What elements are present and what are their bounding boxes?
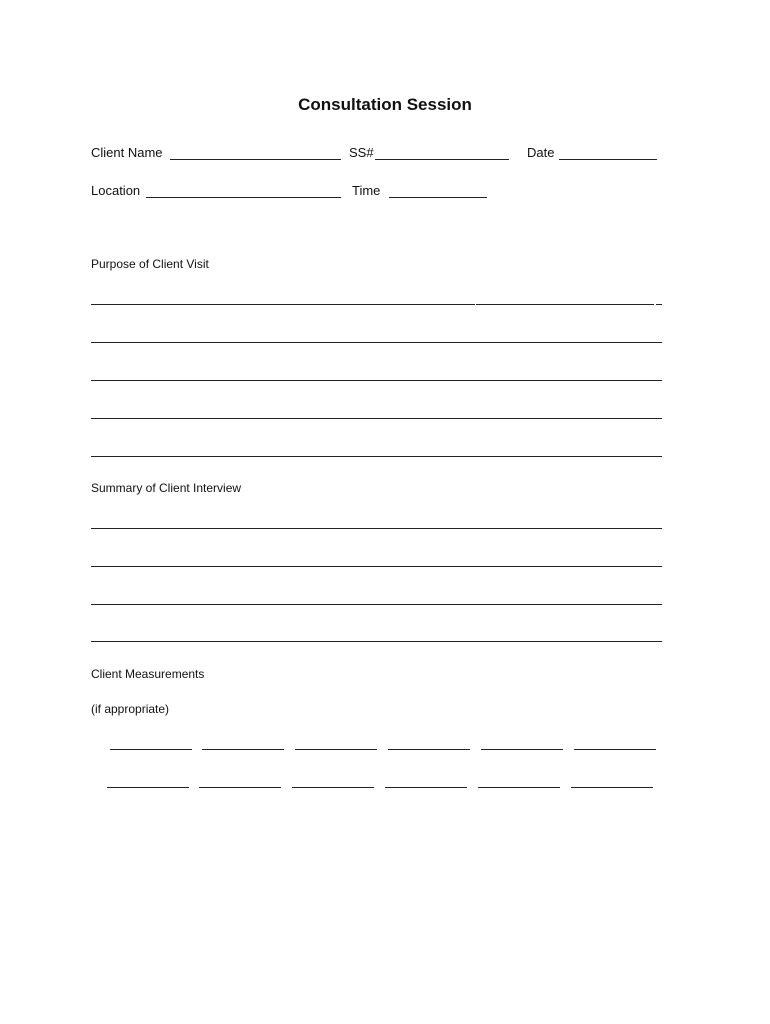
summary-line[interactable]	[91, 566, 662, 567]
measurement-field[interactable]	[199, 787, 281, 788]
purpose-line[interactable]	[91, 456, 662, 457]
client-name-label: Client Name	[91, 145, 163, 160]
measurement-field[interactable]	[388, 749, 470, 750]
measurement-field[interactable]	[292, 787, 374, 788]
location-field[interactable]	[146, 197, 341, 198]
measurement-field[interactable]	[571, 787, 653, 788]
measurement-field[interactable]	[385, 787, 467, 788]
measurement-field[interactable]	[110, 749, 192, 750]
date-field[interactable]	[559, 159, 657, 160]
measurements-note: (if appropriate)	[91, 702, 170, 716]
page-title: Consultation Session	[298, 95, 472, 114]
time-label: Time	[352, 183, 381, 198]
client-name-field[interactable]	[170, 159, 341, 160]
summary-section-label: Summary of Client Interview	[91, 481, 242, 495]
purpose-line[interactable]	[476, 304, 654, 305]
location-label: Location	[91, 183, 141, 198]
measurement-field[interactable]	[295, 749, 377, 750]
summary-line[interactable]	[91, 528, 662, 529]
ss-field[interactable]	[375, 159, 509, 160]
measurement-field[interactable]	[478, 787, 560, 788]
purpose-line[interactable]	[91, 418, 662, 419]
measurement-field[interactable]	[107, 787, 189, 788]
purpose-line[interactable]	[656, 304, 662, 305]
summary-line[interactable]	[91, 641, 662, 642]
purpose-section-label: Purpose of Client Visit	[91, 257, 209, 271]
ss-label: SS#	[349, 145, 374, 160]
purpose-line[interactable]	[91, 380, 662, 381]
summary-line[interactable]	[91, 604, 662, 605]
measurement-field[interactable]	[574, 749, 656, 750]
time-field[interactable]	[389, 197, 487, 198]
purpose-line[interactable]	[91, 304, 475, 305]
date-label: Date	[527, 145, 555, 160]
purpose-line[interactable]	[91, 342, 662, 343]
measurement-field[interactable]	[481, 749, 563, 750]
measurement-field[interactable]	[202, 749, 284, 750]
measurements-section-label: Client Measurements	[91, 667, 205, 681]
